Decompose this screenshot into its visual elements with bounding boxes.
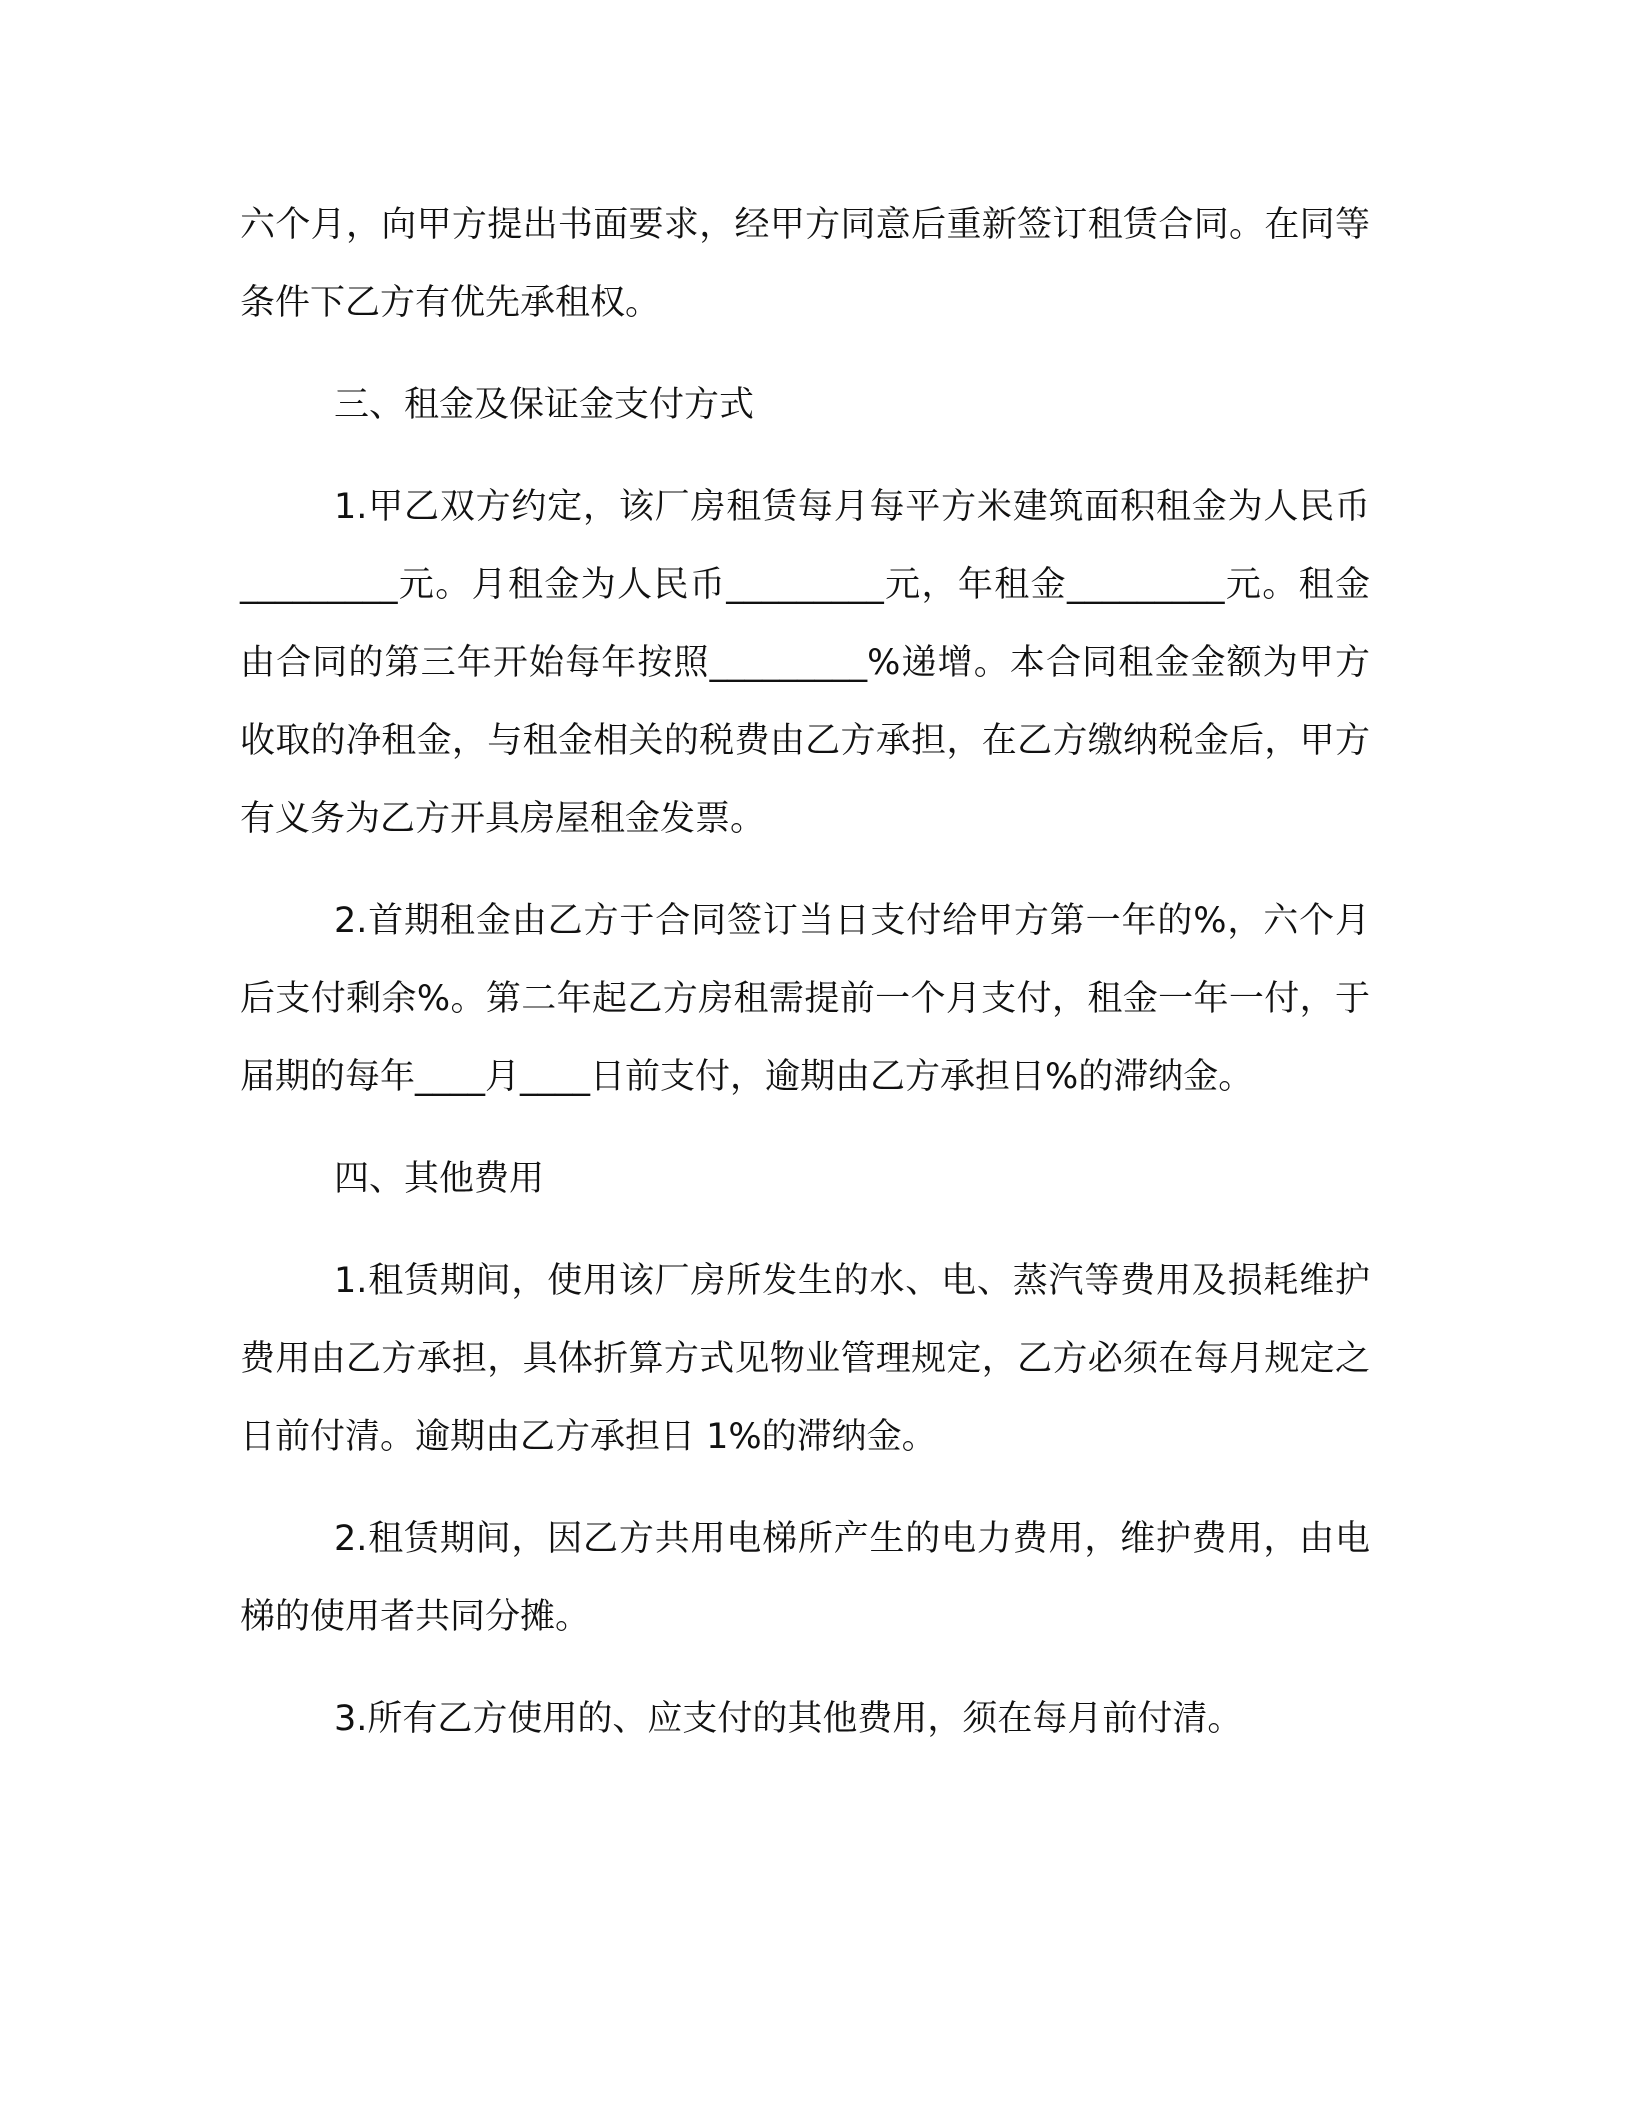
paragraph-gap (240, 342, 1370, 366)
paragraph-utility-fees: 1.租赁期间，使用该厂房所发生的水、电、蒸汽等费用及损耗维护费用由乙方承担，具体折算方式见物业管理规定，乙方必须在每月规定之日前付清。逾期由乙方承担日 1%的滞纳金。 (240, 1261, 1370, 1457)
paragraph-gap (240, 444, 1370, 468)
paragraph-renewal-clause: 六个月，向甲方提出书面要求，经甲方同意后重新签订租赁合同。在同等条件下乙方有优先承租权。 (240, 205, 1370, 323)
paragraph-elevator-fees: 2.租赁期间，因乙方共用电梯所产生的电力费用，维护费用，由电梯的使用者共同分摊。 (240, 1519, 1370, 1637)
paragraph-gap (240, 858, 1370, 882)
paragraph-first-payment: 2.首期租金由乙方于合同签订当日支付给甲方第一年的%，六个月后支付剩余%。第二年起乙方房租需提前一个月支付，租金一年一付，于届期的每年____月____日前支付，逾期由乙方承担日%的滞纳金。 (240, 901, 1370, 1097)
paragraph-gap (240, 1218, 1370, 1242)
section-heading-other-fees: 四、其他费用 (334, 1159, 545, 1199)
section-heading-rent-payment: 三、租金及保证金支付方式 (334, 385, 755, 425)
paragraph-rent-amount: 1.甲乙双方约定，该厂房租赁每月每平方米建筑面积租金为人民币_________元。月租金为人民币_________元，年租金_________元。租金由合同的第三年开始每年按照_________%递增。本合同租金金额为甲方收取的净租金，与租金相关的税费由乙方承担，在乙方缴纳税金后，甲方有义务为乙方开具房屋租金发票。 (240, 487, 1370, 839)
paragraph-gap (240, 1656, 1370, 1680)
paragraph-gap (240, 1116, 1370, 1140)
document-page (240, 186, 1370, 1758)
paragraph-gap (240, 1476, 1370, 1500)
paragraph-other-fees: 3.所有乙方使用的、应支付的其他费用，须在每月前付清。 (334, 1699, 1243, 1739)
